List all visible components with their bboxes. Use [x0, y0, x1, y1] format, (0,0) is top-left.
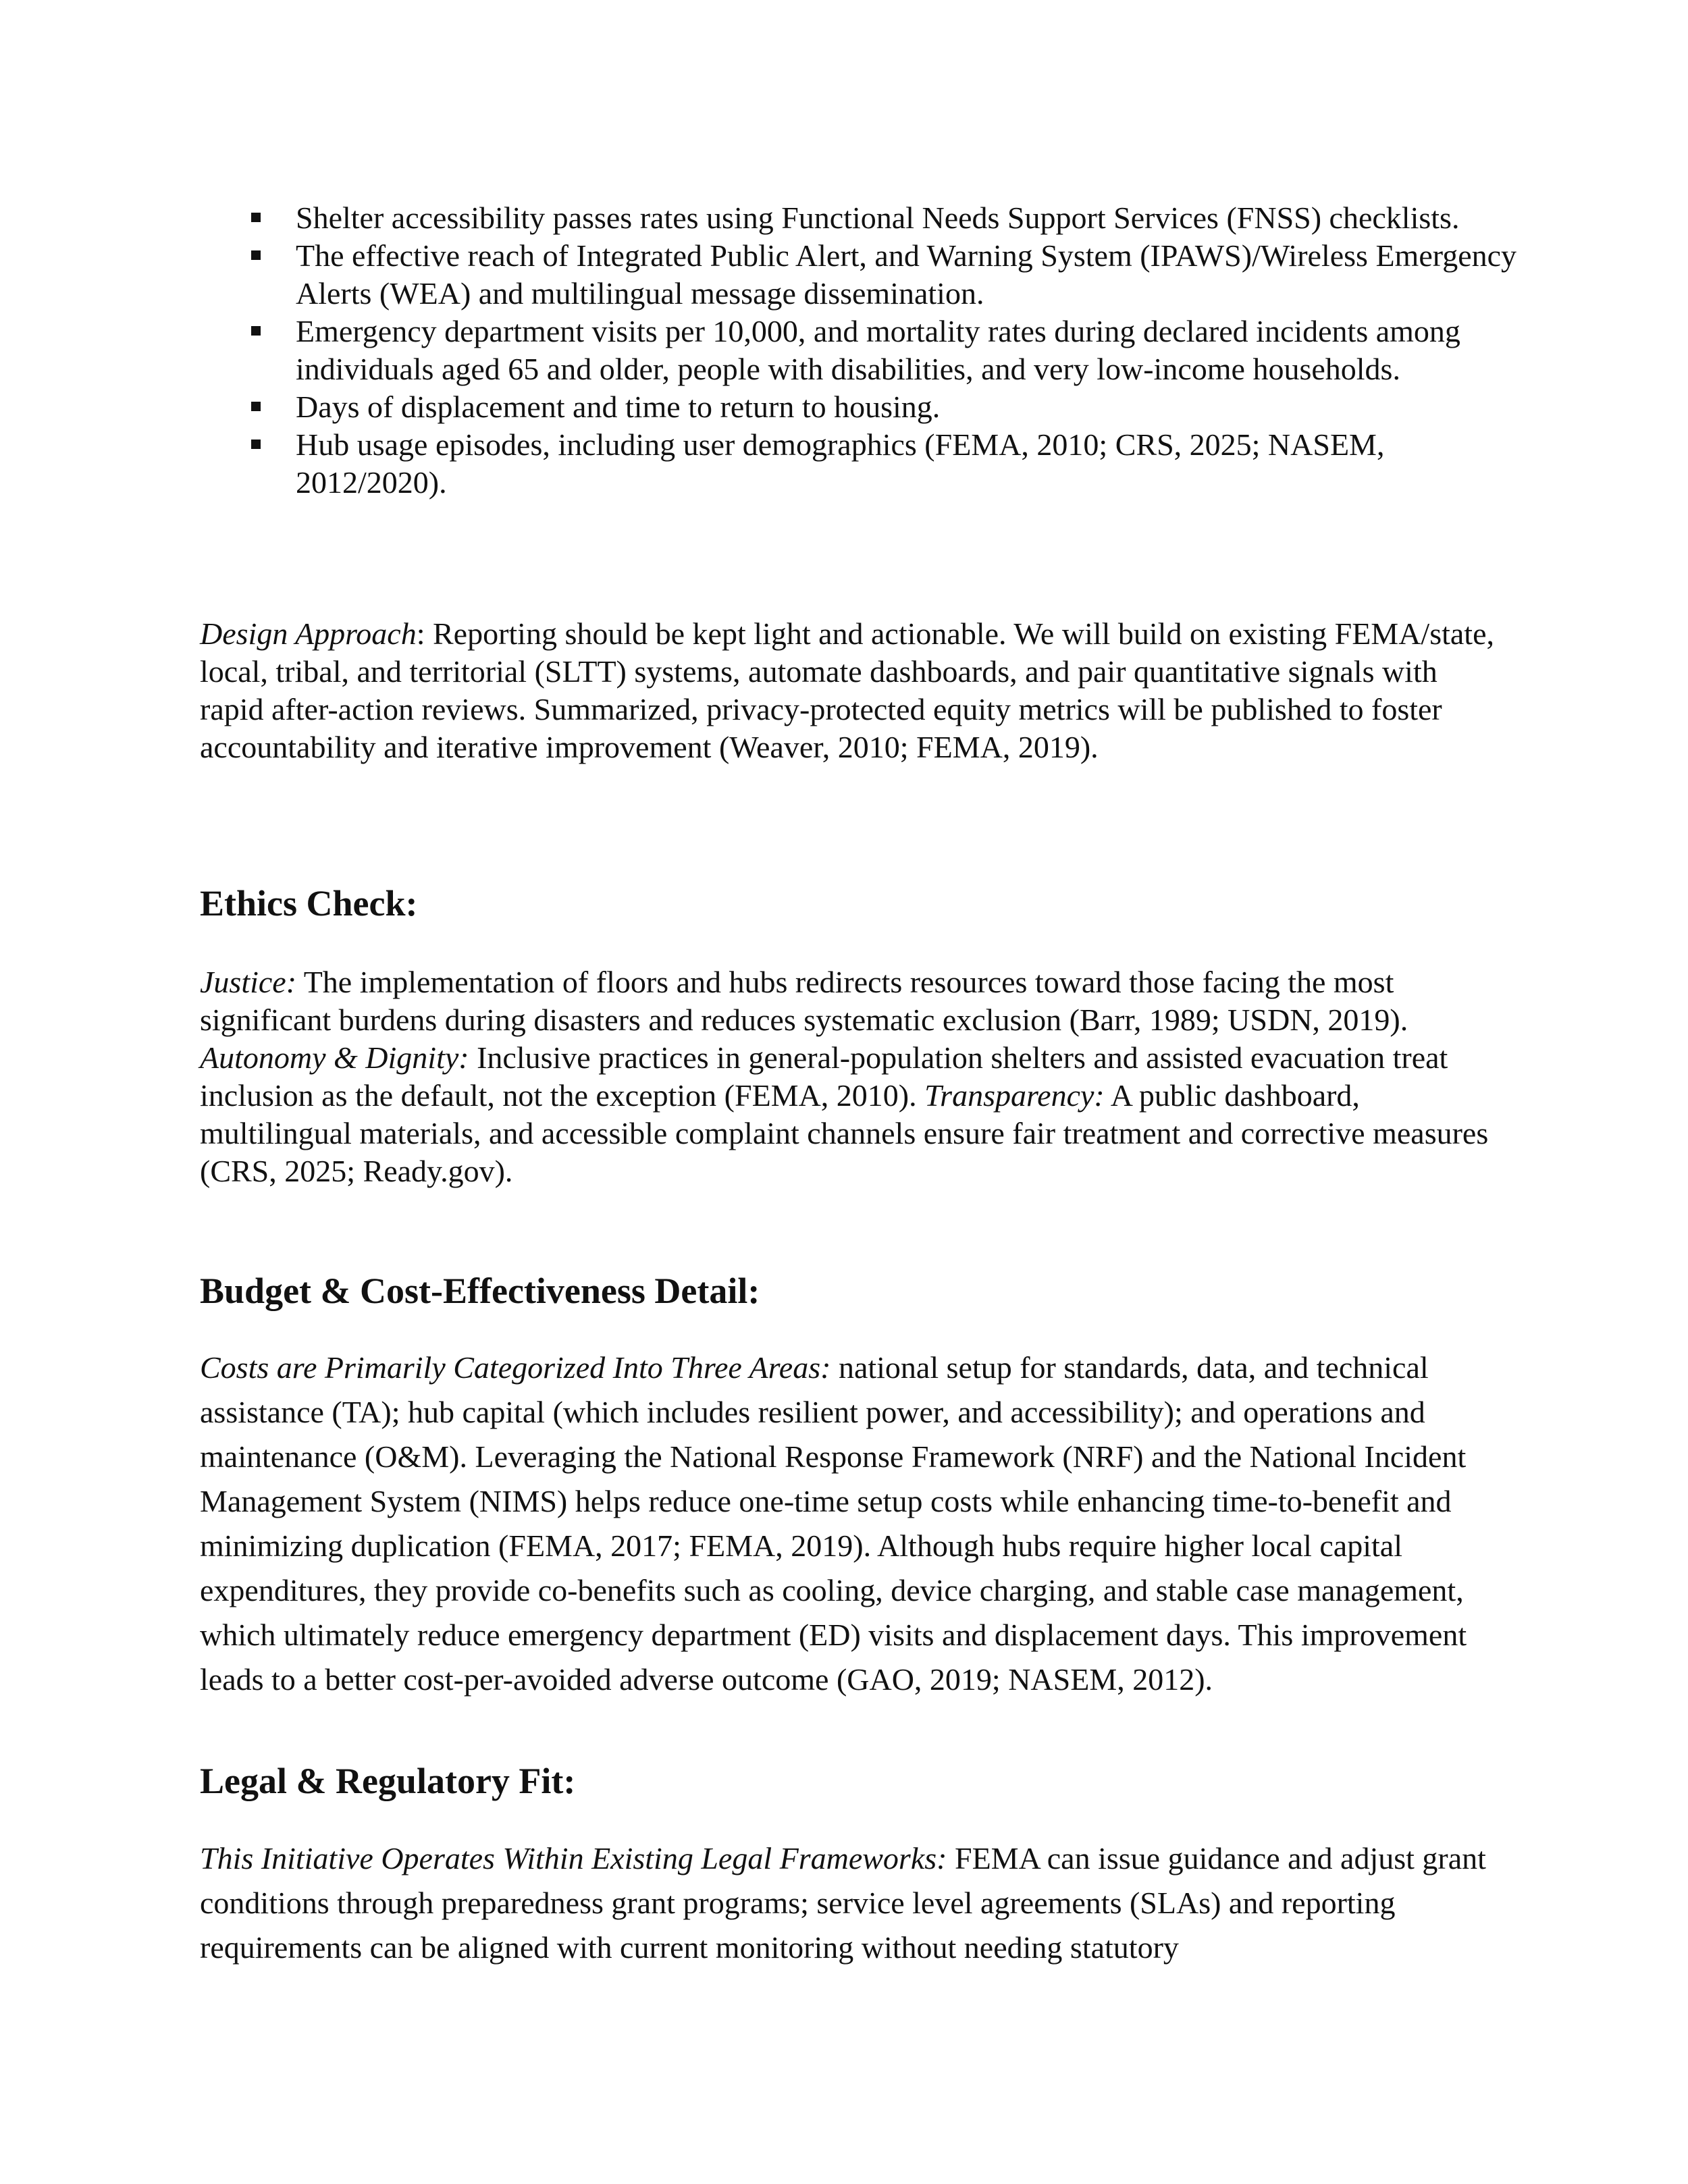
- bullet-text: The effective reach of Integrated Public Alert, and Warning System (IPAWS)/Wireless Emergency Alerts (WEA) and multilingual message dissemination.: [296, 238, 1517, 311]
- budget-lead: Costs are Primarily Categorized Into Three Areas:: [200, 1350, 831, 1385]
- design-approach-lead: Design Approach: [200, 616, 417, 651]
- legal-text: FEMA can issue guidance and adjust grant conditions through preparedness grant programs; service level agreements (SLAs) and reporting requirements can be aligned with current monitoring without needing statutory: [200, 1841, 1486, 1965]
- bullet-item: [251, 313, 1534, 388]
- justice-lead: Justice:: [200, 965, 297, 999]
- budget-text: national setup for standards, data, and technical assistance (TA); hub capital (which includes resilient power, and accessibility); and operations and maintenance (O&M). Leveraging the National Response Framework (NRF) and the National Incident Management System (NIMS) helps reduce one-time setup costs while enhancing time-to-benefit and minimizing duplication (FEMA, 2017; FEMA, 2019). Although hubs require higher local capital expenditures, they provide co-benefits such as cooling, device charging, and stable case management, which ultimately reduce emergency department (ED) visits and displacement days. This improvement leads to a better cost-per-avoided adverse outcome (GAO, 2019; NASEM, 2012).: [200, 1350, 1467, 1697]
- square-bullet-icon: [251, 250, 261, 260]
- autonomy-lead: Autonomy & Dignity:: [200, 1040, 469, 1075]
- metrics-bullet-list: [251, 199, 1534, 502]
- budget-paragraph: [200, 1346, 1496, 1702]
- bullet-text: Emergency department visits per 10,000, and mortality rates during declared incidents among individuals aged 65 and older, people with disabilities, and very low-income households.: [296, 314, 1460, 386]
- transparency-lead: Transparency:: [924, 1078, 1105, 1113]
- square-bullet-icon: [251, 402, 261, 411]
- autonomy-text: Inclusive practices in general-population shelters and assisted evacuation treat inclusion as the default, not the exception (FEMA, 2010).: [200, 1040, 1448, 1113]
- bullet-item: [251, 199, 1534, 237]
- legal-paragraph: [200, 1836, 1496, 1970]
- square-bullet-icon: [251, 213, 261, 222]
- ethics-heading: Ethics Check:: [200, 883, 418, 924]
- bullet-item: [251, 388, 1534, 426]
- transparency-text: A public dashboard, multilingual materials, and accessible complaint channels ensure fair treatment and corrective measures (CRS, 2025; Ready.gov).: [200, 1078, 1489, 1188]
- budget-heading: Budget & Cost-Effectiveness Detail:: [200, 1271, 760, 1311]
- legal-heading: Legal & Regulatory Fit:: [200, 1761, 576, 1801]
- bullet-text: Shelter accessibility passes rates using Functional Needs Support Services (FNSS) checklists.: [296, 201, 1460, 235]
- ethics-paragraph: [200, 963, 1496, 1190]
- bullet-text: Days of displacement and time to return to housing.: [296, 390, 941, 424]
- bullet-item: [251, 237, 1534, 313]
- justice-text: The implementation of floors and hubs redirects resources toward those facing the most significant burdens during disasters and reduces systematic exclusion (Barr, 1989; USDN, 2019).: [200, 965, 1408, 1037]
- design-approach-text: : Reporting should be kept light and actionable. We will build on existing FEMA/state, local, tribal, and territorial (SLTT) systems, automate dashboards, and pair quantitative signals with rapid after-action reviews. Summarized, privacy-protected equity metrics will be published to foster accountability and iterative improvement (Weaver, 2010; FEMA, 2019).: [200, 616, 1495, 764]
- square-bullet-icon: [251, 440, 261, 449]
- bullet-text: Hub usage episodes, including user demographics (FEMA, 2010; CRS, 2025; NASEM, 2012/2020).: [296, 427, 1385, 500]
- design-approach-paragraph: [200, 615, 1496, 766]
- square-bullet-icon: [251, 326, 261, 336]
- bullet-item: [251, 426, 1534, 502]
- legal-lead: This Initiative Operates Within Existing Legal Frameworks:: [200, 1841, 947, 1875]
